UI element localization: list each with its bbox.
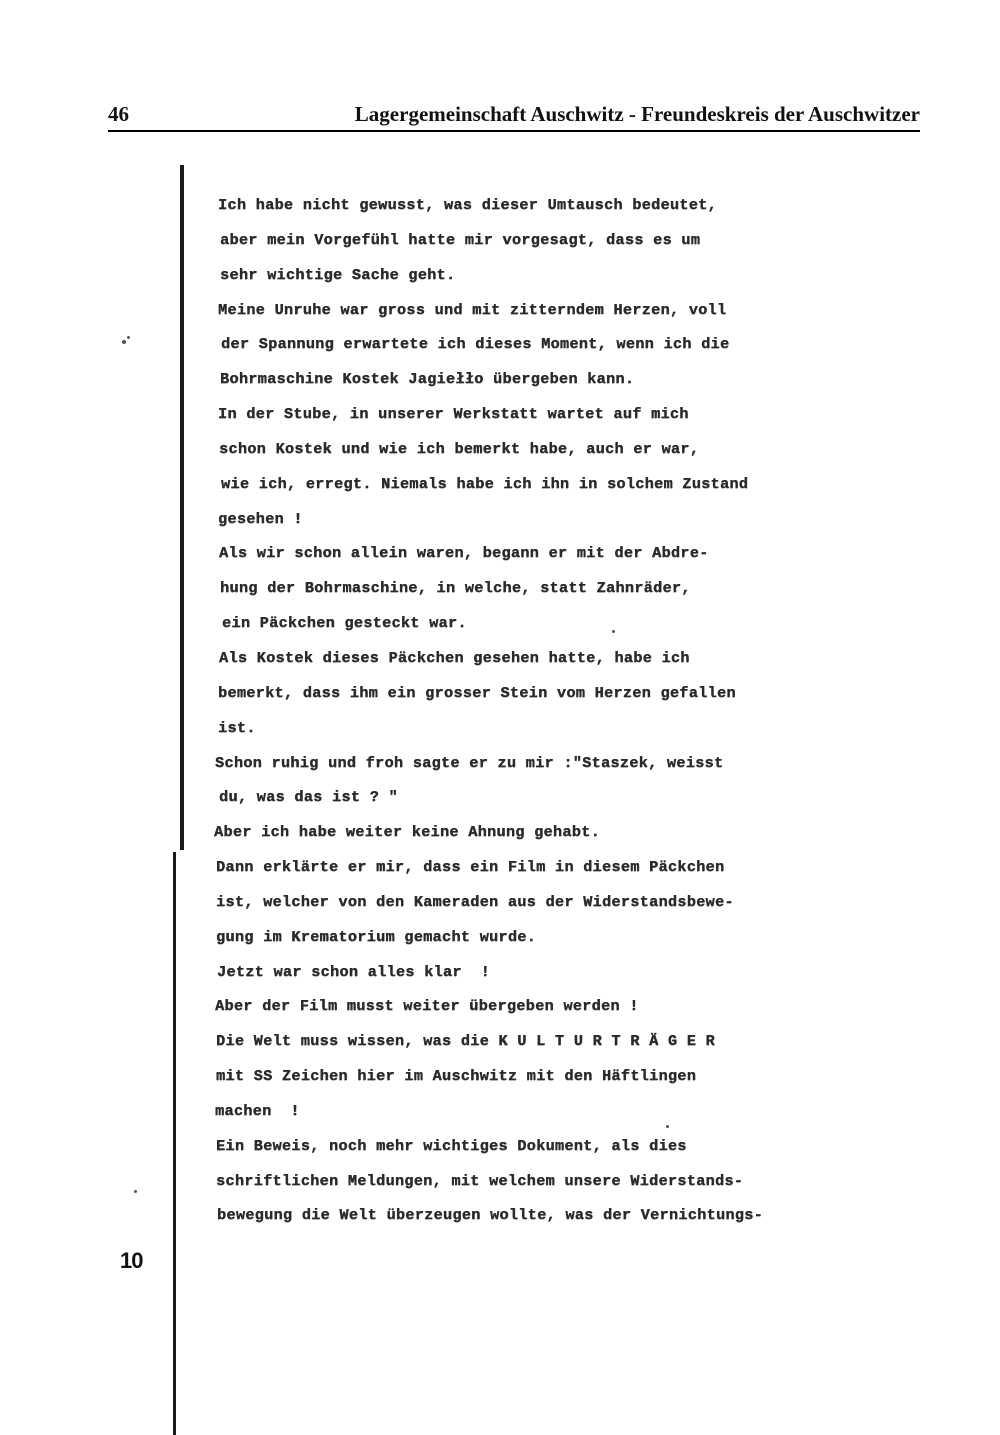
scan-speck: [122, 340, 126, 344]
typed-line: In der Stube, in unserer Werkstatt wartet auf mich: [218, 405, 689, 424]
page-header: [108, 102, 920, 130]
typed-line: wie ich, erregt. Niemals habe ich ihn in solchem Zustand: [221, 474, 749, 493]
typed-line: Aber ich habe weiter keine Ahnung gehabt.: [214, 823, 600, 842]
typed-line: Bohrmaschine Kostek Jagiełło übergeben kann.: [220, 370, 635, 389]
typed-line: ist, welcher von den Kameraden aus der Widerstandsbewe-: [216, 892, 734, 911]
typed-line: Ein Beweis, noch mehr wichtiges Dokument, als dies: [216, 1136, 687, 1155]
typed-line: Aber der Film musst weiter übergeben werden !: [215, 997, 639, 1016]
typed-line: Als wir schon allein waren, begann er mit der Abdre-: [219, 544, 709, 563]
typed-line: der Spannung erwartete ich dieses Moment, wenn ich die: [221, 335, 730, 354]
typed-line: aber mein Vorgefühl hatte mir vorgesagt, dass es um: [220, 230, 701, 249]
typed-line: hung der Bohrmaschine, in welche, statt Zahnräder,: [220, 579, 691, 598]
typed-line: Die Welt muss wissen, was die K U L T U R T R Ä G E R: [216, 1032, 715, 1051]
typed-line: ein Päckchen gesteckt war.: [222, 614, 467, 633]
typed-line: Als Kostek dieses Päckchen gesehen hatte, habe ich: [219, 648, 690, 667]
scan-speck: [134, 1190, 137, 1193]
typed-line: gesehen !: [218, 509, 303, 528]
scanned-typescript: [100, 150, 860, 1300]
typed-line: mit SS Zeichen hier im Auschwitz mit den Häftlingen: [216, 1067, 697, 1086]
typed-line: du, was das ist ? ": [219, 788, 398, 807]
typed-line: schon Kostek und wie ich bemerkt habe, auch er war,: [219, 439, 700, 458]
margin-bar-upper: [180, 165, 184, 850]
typed-line: Meine Unruhe war gross und mit zitterndem Herzen, voll: [218, 300, 727, 319]
typed-line: bewegung die Welt überzeugen wollte, was der Vernichtungs-: [217, 1206, 764, 1225]
scan-speck: [127, 336, 130, 339]
typed-line: gung im Krematorium gemacht wurde.: [216, 927, 537, 946]
typed-line: machen !: [215, 1101, 300, 1120]
header-rule: [108, 130, 920, 132]
typed-line: sehr wichtige Sache geht.: [220, 265, 456, 284]
typed-line: Schon ruhig und froh sagte er zu mir :"Staszek, weisst: [215, 753, 724, 772]
scan-page-number: 10: [120, 1248, 143, 1273]
typed-line: Ich habe nicht gewusst, was dieser Umtausch bedeutet,: [218, 196, 717, 214]
typed-line: bemerkt, dass ihm ein grosser Stein vom Herzen gefallen: [218, 683, 736, 702]
typed-line: ist.: [218, 718, 256, 737]
margin-bar-lower: [173, 852, 176, 1435]
typescript-body: [214, 188, 858, 1233]
typed-line: Jetzt war schon alles klar !: [217, 962, 491, 981]
typed-line: schriftlichen Meldungen, mit welchem unsere Widerstands-: [216, 1171, 744, 1190]
running-title: Lagergemeinschaft Auschwitz - Freundeskreis der Auschwitzer: [354, 102, 920, 126]
page-number: 46: [108, 102, 129, 126]
typed-line: Dann erklärte er mir, dass ein Film in diesem Päckchen: [216, 858, 725, 877]
